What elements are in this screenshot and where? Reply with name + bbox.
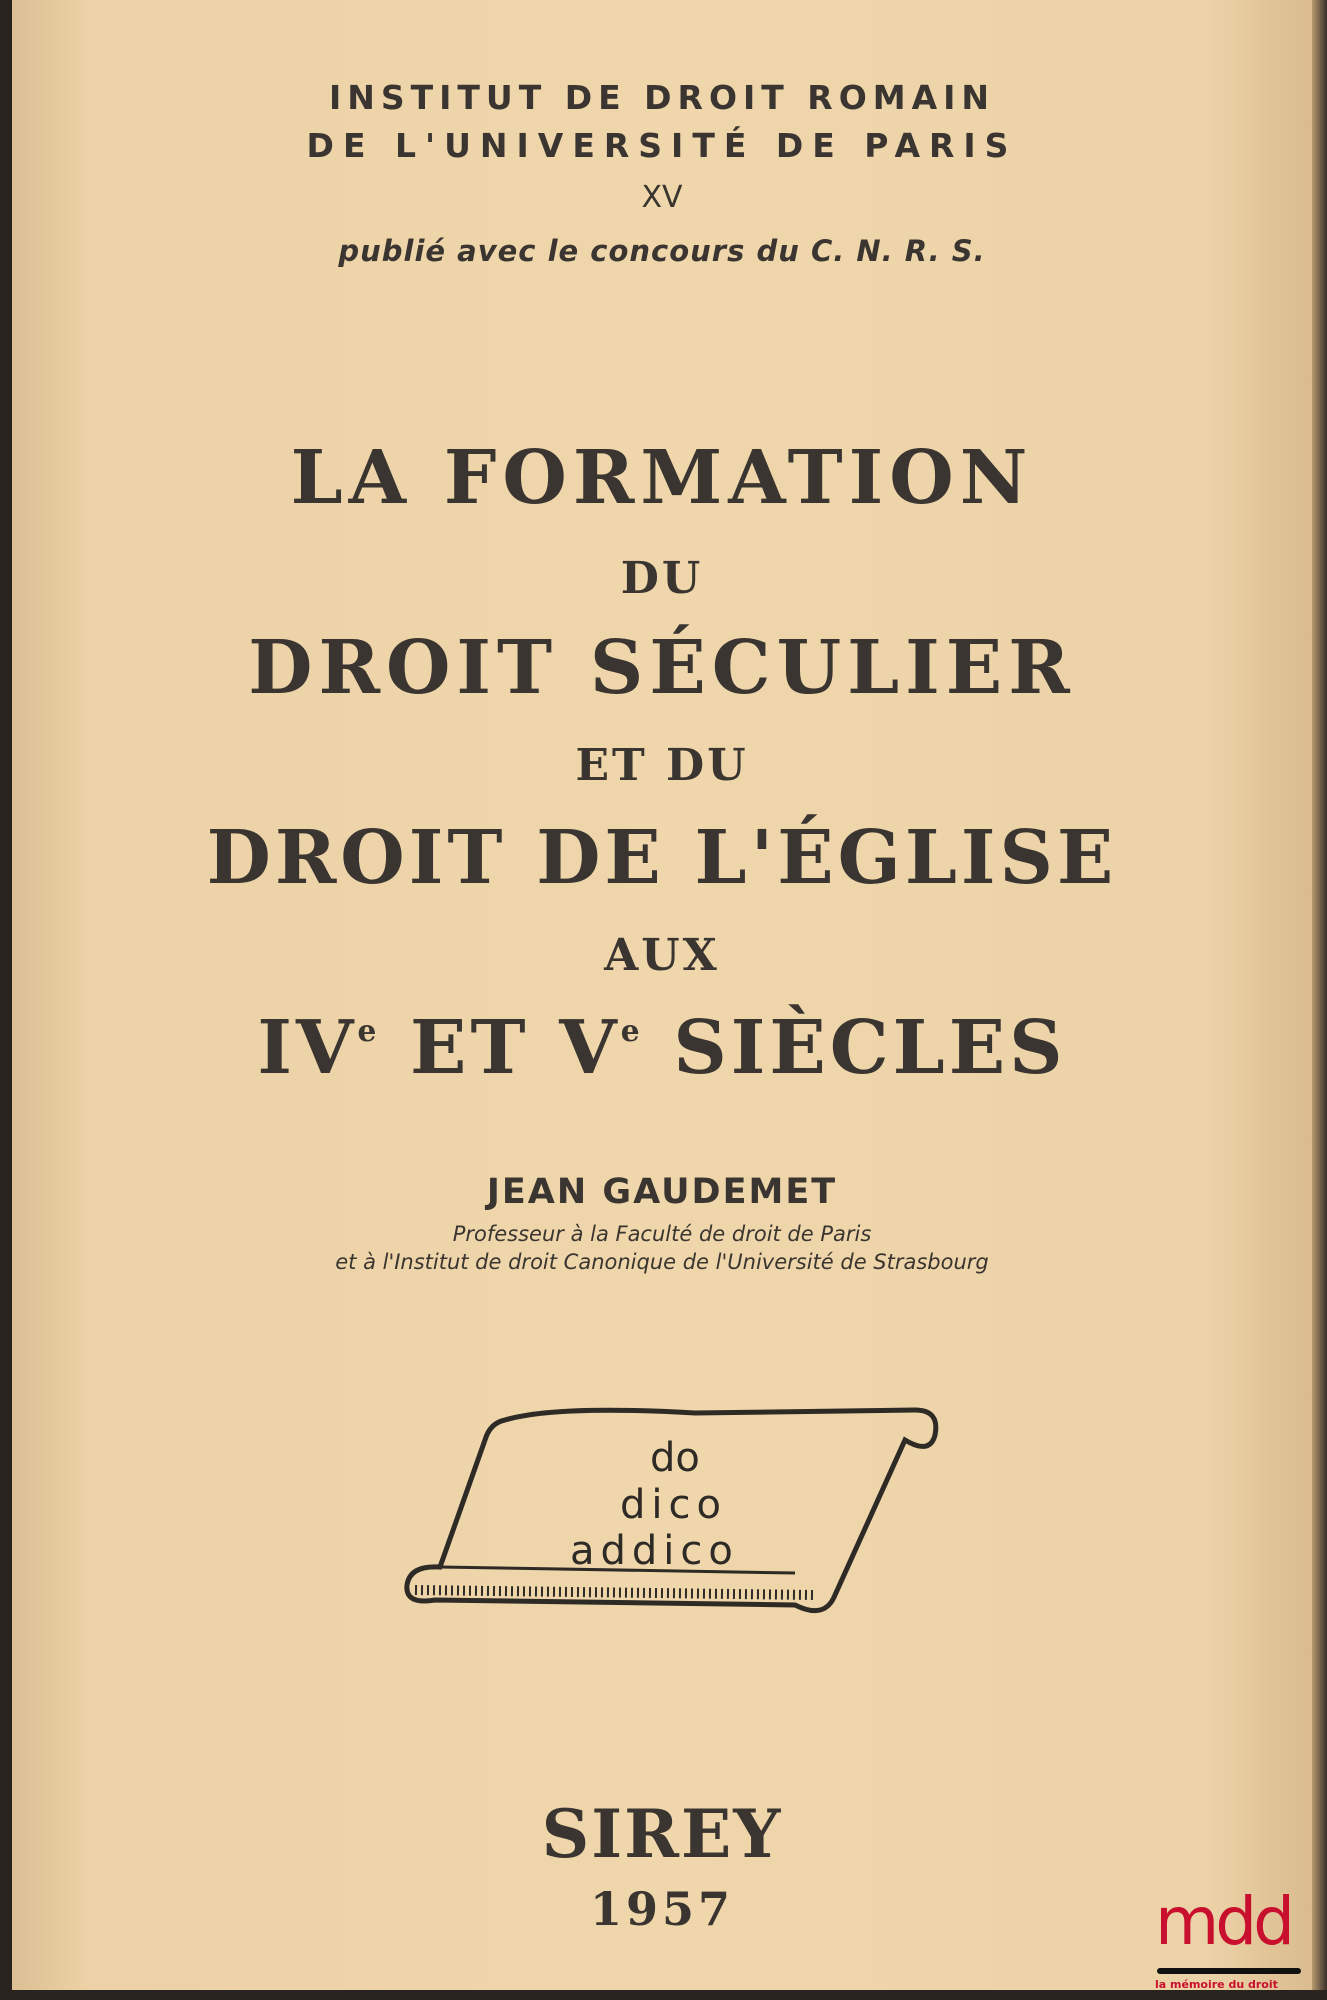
publication-year: 1957 (589, 1882, 735, 1936)
title-page (12, 0, 1312, 1990)
title-line-2: DU (620, 553, 704, 604)
title-text: SIÈCLES (643, 1005, 1067, 1091)
institute-line-1: INSTITUT DE DROIT ROMAIN (328, 78, 996, 117)
emblem-word-do: do (650, 1435, 700, 1481)
title-line-3: DROIT SÉCULIER (248, 625, 1076, 711)
publisher-name: SIREY (541, 1795, 783, 1873)
title-line-5: DROIT DE L'ÉGLISE (206, 815, 1118, 901)
mdd-logo-mark: mdd (1155, 1883, 1292, 1960)
author-affiliation-2: et à l'Institut de droit Canonique de l'Université de Strasbourg (335, 1250, 989, 1274)
scroll-emblem (395, 1395, 955, 1625)
logo-tagline: la mémoire du droit (1155, 1978, 1278, 1991)
author-name: JEAN GAUDEMET (486, 1172, 838, 1212)
emblem-word-dico: dico (620, 1482, 727, 1528)
title-text: ET V (380, 1005, 621, 1091)
title-line-4: ET DU (575, 740, 749, 791)
institute-line-2: DE L'UNIVERSITÉ DE PARIS (306, 126, 1018, 165)
title-line-1: LA FORMATION (290, 435, 1034, 521)
publication-note: publié avec le concours du C. N. R. S. (338, 234, 986, 268)
superscript: e (620, 1013, 644, 1048)
author-affiliation-1: Professeur à la Faculté de droit de Paris (452, 1222, 872, 1246)
title-text: IV (257, 1005, 358, 1091)
bottom-edge (0, 1990, 1327, 2000)
book-edge (1312, 0, 1327, 2000)
title-line-6: AUX (604, 930, 720, 981)
mdd-logo (1155, 1882, 1305, 1992)
emblem-word-addico: addico (570, 1528, 739, 1574)
title-line-7 (12, 1005, 1312, 1091)
logo-divider (1157, 1968, 1301, 1974)
superscript: e (357, 1013, 381, 1048)
series-number: XV (641, 180, 683, 215)
